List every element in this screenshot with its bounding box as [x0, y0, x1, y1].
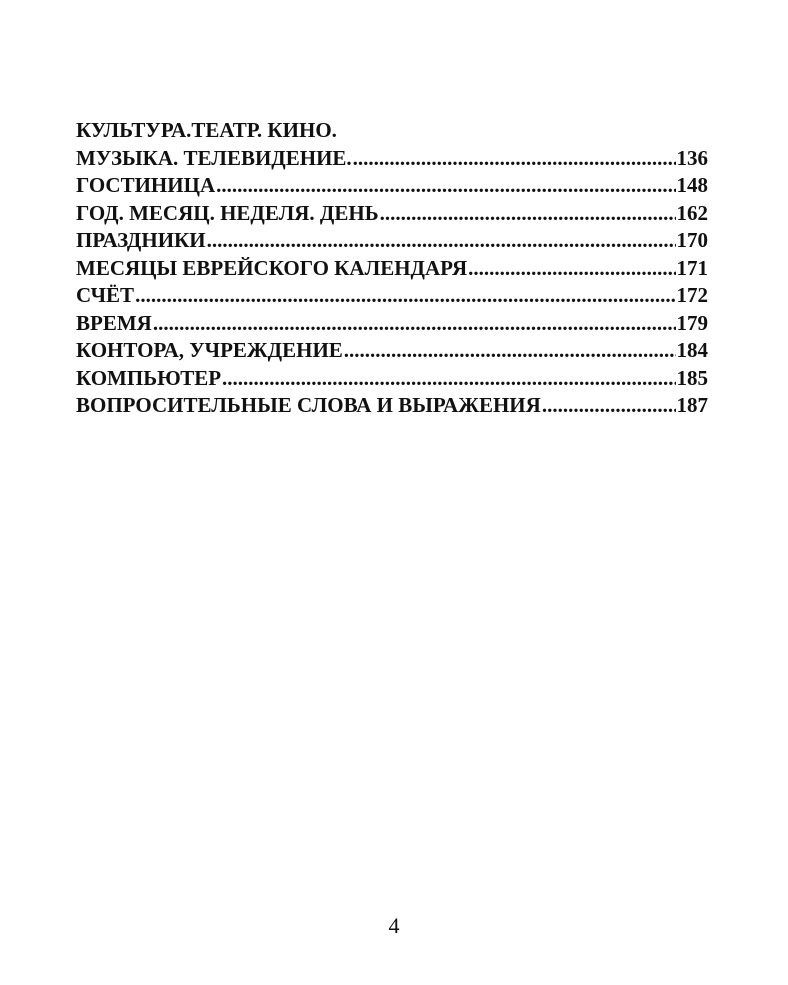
- toc-entry-page: 162: [676, 200, 708, 225]
- toc-entry-title: ПРАЗДНИКИ: [76, 228, 206, 252]
- toc-dot-leader: [353, 145, 676, 173]
- toc-dot-leader: [542, 392, 676, 420]
- toc-entry[interactable]: [76, 145, 708, 173]
- toc-dot-leader: [344, 337, 676, 365]
- toc-entry-title: КОМПЬЮТЕР: [76, 365, 222, 390]
- toc-entry-title: ГОСТИНИЦА: [76, 173, 216, 197]
- toc-entry[interactable]: [76, 255, 708, 283]
- toc-entry-title: ВРЕМЯ: [76, 310, 152, 335]
- toc-dot-leader: [216, 172, 675, 200]
- toc-entry-title: СЧЁТ: [76, 283, 135, 307]
- toc-entry-title: МЕСЯЦЫ ЕВРЕЙСКОГО КАЛЕНДАРЯ: [76, 255, 468, 280]
- toc-dot-leader: [468, 255, 675, 283]
- toc-entry-page: 187: [676, 393, 708, 417]
- toc-entry[interactable]: [76, 172, 708, 200]
- page-number: 4: [388, 913, 400, 938]
- toc-entry-title: ВОПРОСИТЕЛЬНЫЕ СЛОВА И ВЫРАЖЕНИЯ: [76, 393, 541, 417]
- toc-dot-leader: [153, 310, 676, 338]
- toc-heading-line: [76, 117, 708, 145]
- toc-entry[interactable]: [76, 310, 708, 338]
- toc-entry-page: 148: [676, 173, 708, 197]
- toc-entry-title: КОНТОРА, УЧРЕЖДЕНИЕ: [76, 338, 343, 362]
- toc-entry-page: 172: [676, 283, 708, 307]
- toc-entry[interactable]: [76, 227, 708, 255]
- toc-entry[interactable]: [76, 337, 708, 365]
- toc-dot-leader: [135, 282, 675, 310]
- table-of-contents: [76, 117, 708, 420]
- toc-entry[interactable]: [76, 200, 708, 228]
- toc-entry[interactable]: [76, 392, 708, 420]
- toc-entry[interactable]: [76, 365, 708, 393]
- toc-entry-page: 179: [676, 310, 708, 335]
- toc-entry[interactable]: [76, 282, 708, 310]
- toc-entry-title: КУЛЬТУРА.ТЕАТР. КИНО.: [76, 118, 337, 142]
- toc-entry-page: 185: [676, 365, 708, 390]
- toc-entry-page: 171: [676, 255, 708, 280]
- toc-dot-leader: [380, 200, 676, 228]
- toc-entry-title: ГОД. МЕСЯЦ. НЕДЕЛЯ. ДЕНЬ: [76, 200, 379, 225]
- toc-entry-page: 184: [676, 338, 708, 362]
- toc-entry-page: 136: [676, 145, 708, 170]
- toc-entry-page: 170: [676, 228, 708, 252]
- toc-entry-title: МУЗЫКА. ТЕЛЕВИДЕНИЕ.: [76, 145, 352, 170]
- toc-dot-leader: [222, 365, 675, 393]
- toc-dot-leader: [207, 227, 676, 255]
